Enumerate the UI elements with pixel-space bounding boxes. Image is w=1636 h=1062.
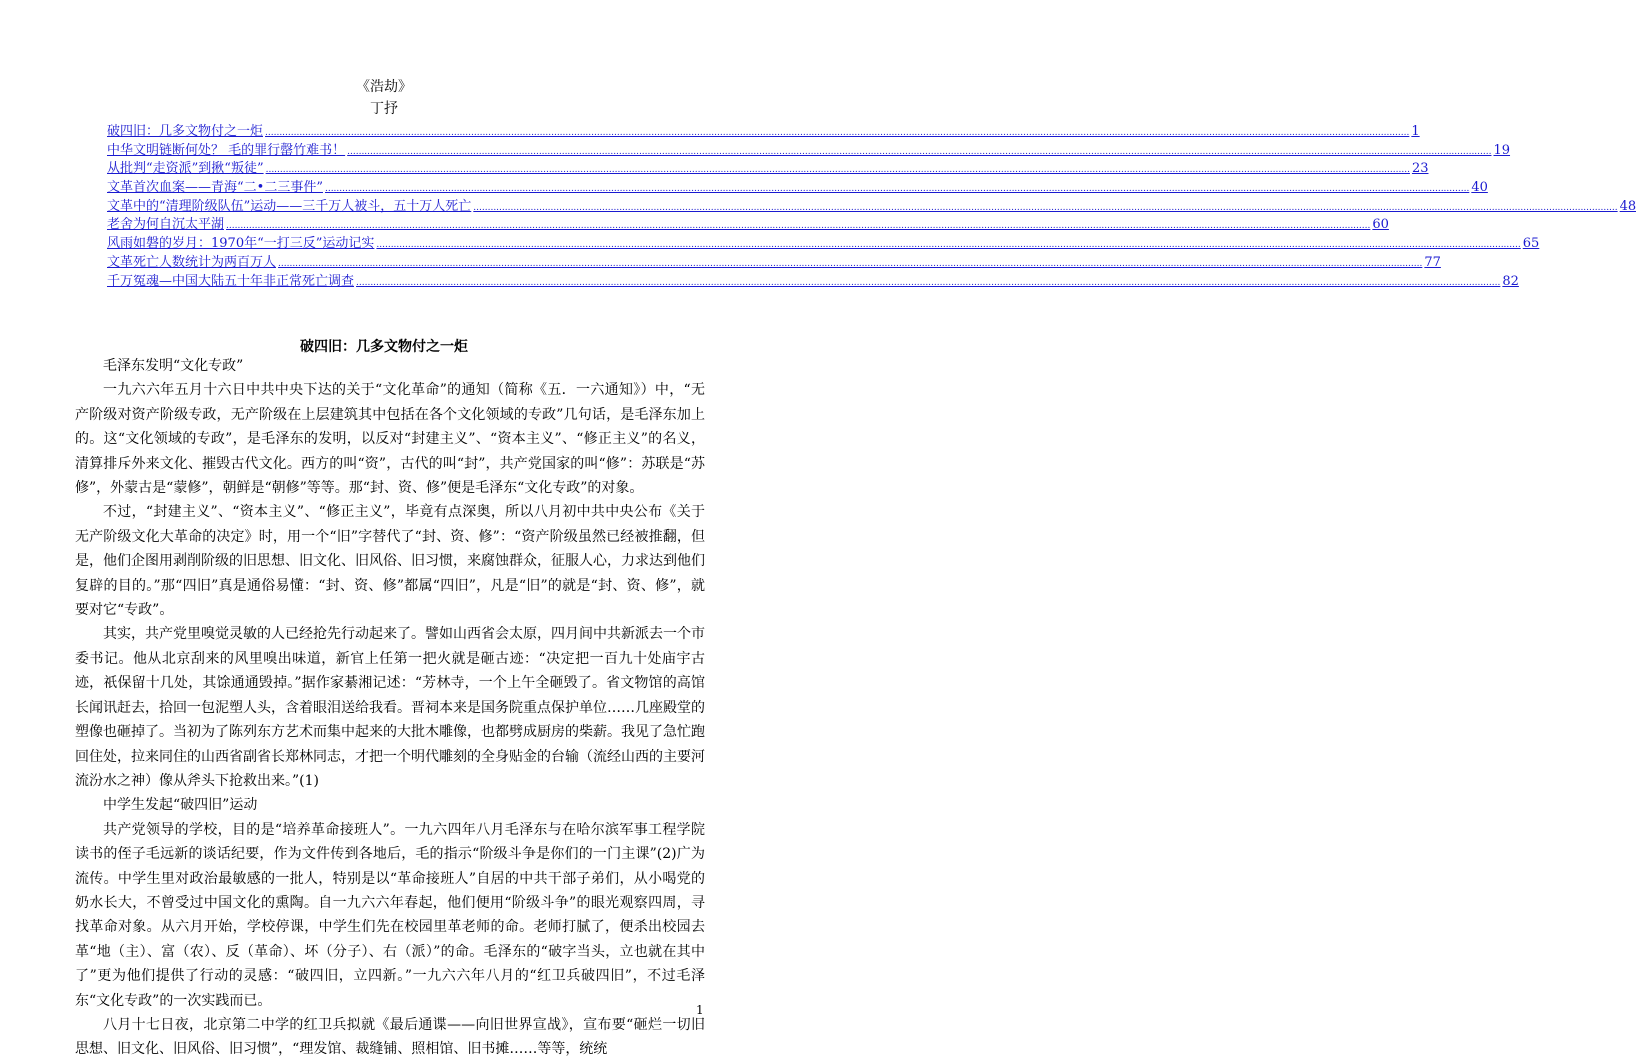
paragraph: 八月十七日夜，北京第二中学的红卫兵拟就《最后通谍——向旧世界宣战》，宣布要“砸烂一切旧思想、旧文化、旧风俗、旧习惯”，“理发馆、裁缝铺、照相馆、旧书摊……等等，统统 — [75, 1016, 705, 1058]
toc-entry-title: 从批判“走资派”到揪“叛徒” — [107, 161, 264, 177]
toc-entry-page: 23 — [1411, 161, 1429, 177]
paragraph: 不过，“封建主义”、“资本主义”、“修正主义”，毕竟有点深奥，所以八月初中共中央公布《关于无产阶级文化大革命的决定》时，用一个“旧”字替代了“封、资、修”：“资产阶级虽然已经被推翻，但是，他们企图用剥削阶级的旧思想、旧文化、旧风俗、旧习惯，来腐蚀群众，征服人心，力求达到他们复辟的目的。”那“四旧”真是通俗易懂：“封、资、修”都属“四旧”，凡是“旧”的就是“封、资、修”，就要对它“专政”。 — [75, 504, 705, 619]
paragraph: 其实，共产党里嗅觉灵敏的人已经抢先行动起来了。譬如山西省会太原，四月间中共新派去一个市委书记。他从北京刮来的风里嗅出味道，新官上任第一把火就是砸古迹：“决定把一百九十处庙宇古迹，祇保留十几处，其馀通通毁掉。”据作家綦湘记述：“芳林寺，一个上午全砸毁了。省文物馆的高馆长闻讯赶去，拾回一包泥塑人头，含着眼泪送给我看。晋祠本来是国务院重点保护单位……几座殿堂的塑像也砸掉了。当初为了陈列东方艺术而集中起来的大批木雕像，也都劈成厨房的柴薪。我见了急忙跑回住处，拉来同住的山西省副省长郑林同志，才把一个明代雕刻的全身贴金的台输（流经山西的主要河流汾水之神）像从斧头下抢救出来。”(1) — [75, 626, 705, 789]
toc-leader-dots: ................................................................................................................................................................................................................................................................................................................................................................................................................ — [265, 165, 1410, 176]
toc-entry[interactable] — [107, 213, 1389, 233]
toc-entry[interactable] — [107, 251, 1441, 270]
toc-entry-page: 1 — [1411, 124, 1420, 139]
paragraph: 一九六六年五月十六日中共中央下达的关于“文化革命”的通知（简称《五．一六通知》）中，“无产阶级对资产阶级专政，无产阶级在上层建筑其中包括在各个文化领域的专政”几句话，是毛泽东加上的。这“文化领域的专政”，是毛泽东的发明，以反对“封建主义”、“资本主义”、“修正主义”的名义，清算排斥外来文化、摧毁古代文化。西方的叫“资”，古代的叫“封”，共产党国家的叫“修”：苏联是“苏修”，外蒙古是“蒙修”，朝鲜是“朝修”等等。那“封、资、修”便是毛泽东“文化专政”的对象。 — [75, 382, 705, 497]
page-number: 1 — [696, 1003, 704, 1017]
toc-entry-page: 65 — [1522, 236, 1540, 252]
subheading: 中学生发起“破四旧”运动 — [103, 797, 258, 814]
paragraph: 共产党领导的学校，目的是“培养革命接班人”。一九六四年八月毛泽东与在哈尔滨军事工程学院读书的侄子毛远新的谈话纪要，作为文件传到各地后，毛的指示“阶级斗争是你们的一门主课”(2)广为流传。中学生里对政治最敏感的一批人，特别是以“革命接班人”自居的中共干部子弟们，从小喝党的奶水长大，不曾受过中国文化的熏陶。自一九六六年春起，他们便用“阶级斗争”的眼光观察四周，寻找革命对象。从六月开始，学校停课，中学生们先在校园里革老师的命。老师打腻了，便杀出校园去革“地（主）、富（农）、反（革命）、坏（分子）、右（派）”的命。毛泽东的“破字当头，立也就在其中了”更为他们提供了行动的灵感：“破四旧，立四新。”一九六六年八月的“红卫兵破四旧”，不过毛泽东“文化专政”的一次实践而已。 — [75, 821, 705, 1009]
section-body — [75, 354, 705, 1062]
book-title: 《浩劫》 — [356, 79, 412, 95]
toc-leader-dots: ................................................................................................................................................................................................................................................................................................................................................................................................................ — [324, 184, 1470, 195]
toc-leader-dots: ................................................................................................................................................................................................................................................................................................................................................................................................................ — [356, 277, 1501, 288]
subheading: 毛泽东发明“文化专政” — [103, 358, 244, 374]
toc-entry[interactable] — [107, 157, 1429, 177]
toc-entry-title: 中华文明链断何处？ 毛的罪行罄竹难书！ — [107, 142, 346, 158]
toc-entry-page: 60 — [1372, 217, 1389, 233]
toc-entry[interactable] — [107, 139, 1511, 158]
book-author: 丁抒 — [370, 101, 398, 117]
toc-leader-dots: ................................................................................................................................................................................................................................................................................................................................................................................................................ — [265, 128, 1410, 138]
toc-leader-dots: ................................................................................................................................................................................................................................................................................................................................................................................................................ — [278, 258, 1423, 269]
toc-leader-dots: ................................................................................................................................................................................................................................................................................................................................................................................................................ — [473, 202, 1618, 213]
toc-entry-title: 文革死亡人数统计为两百万人 — [107, 254, 277, 270]
toc-entry-title: 老舍为何自沉太平湖 — [107, 217, 225, 233]
toc-leader-dots: ................................................................................................................................................................................................................................................................................................................................................................................................................ — [376, 240, 1521, 251]
toc-entry[interactable] — [107, 176, 1488, 196]
toc-entry-title: 文革中的“清理阶级队伍”运动——三千万人被斗，五十万人死亡 — [107, 198, 472, 214]
toc-entry-page: 48 — [1619, 198, 1636, 214]
toc-entry-page: 40 — [1471, 180, 1488, 196]
toc-leader-dots: ................................................................................................................................................................................................................................................................................................................................................................................................................ — [226, 221, 1371, 232]
toc-entry-title: 千万冤魂—中国大陆五十年非正常死亡调查 — [107, 273, 355, 289]
section-heading: 破四旧：几多文物付之一炬 — [300, 339, 468, 355]
toc-entry-title: 风雨如磐的岁月：1970年“一打三反”运动记实 — [107, 236, 375, 252]
toc-entry-page: 19 — [1493, 142, 1511, 158]
toc-leader-dots: ................................................................................................................................................................................................................................................................................................................................................................................................................ — [347, 146, 1492, 157]
toc-entry-page: 77 — [1424, 254, 1441, 270]
toc-entry-title: 破四旧：几多文物付之一炬 — [107, 124, 264, 139]
toc-entry[interactable] — [107, 120, 1420, 139]
toc-entry-title: 文革首次血案——青海“二•二三事件” — [107, 180, 323, 196]
toc-entry[interactable] — [107, 270, 1519, 289]
table-of-contents — [107, 120, 1636, 289]
toc-entry-page: 82 — [1502, 273, 1519, 289]
toc-entry[interactable] — [107, 195, 1636, 214]
toc-entry[interactable] — [107, 232, 1540, 252]
